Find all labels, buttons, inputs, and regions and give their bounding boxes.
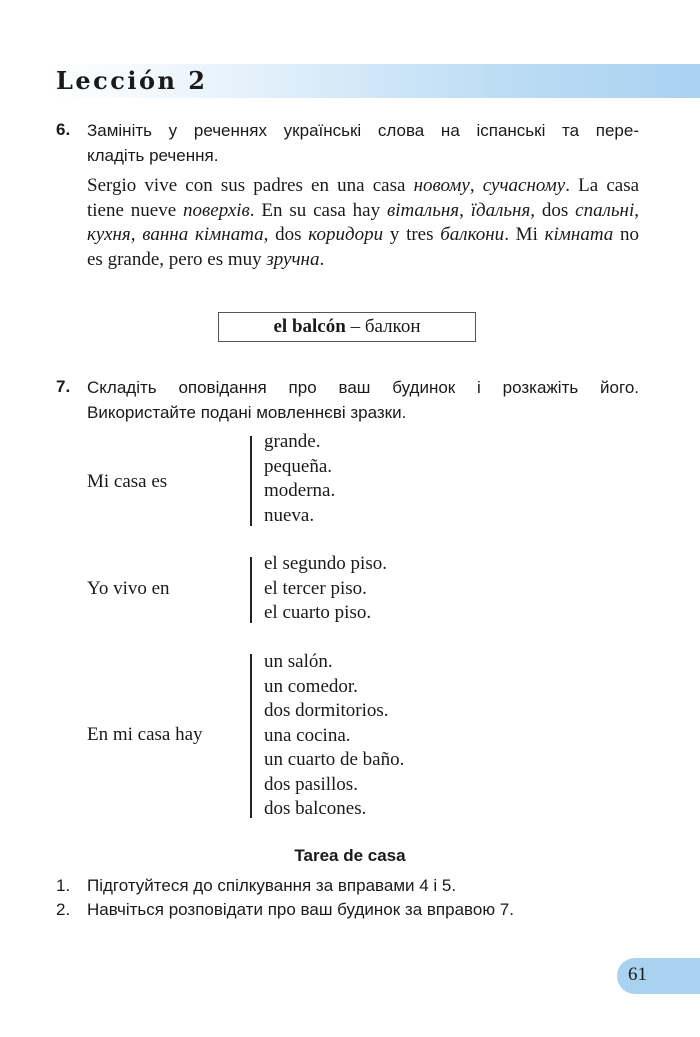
pattern-items — [264, 430, 335, 528]
para-text: dos — [535, 199, 576, 221]
pattern-item: dos dormitorios. — [264, 700, 389, 721]
exercise-6-paragraph — [87, 174, 639, 272]
pattern-item: grande. — [264, 431, 321, 452]
homework-title: Tarea de casa — [294, 846, 406, 865]
para-italic-word: ванна кімната — [142, 224, 264, 245]
exercise-6-instruction-line1: Замініть у реченнях українські слова на іспанські та пере- — [87, 121, 639, 140]
para-text: . Mi — [504, 224, 545, 245]
pattern-items — [264, 552, 387, 626]
homework-item-number: 1. — [56, 876, 71, 895]
para-italic-word: спальні — [575, 199, 635, 221]
pattern-item: el segundo piso. — [264, 553, 387, 574]
para-italic-word: поверхів — [183, 199, 250, 221]
exercise-6-instruction — [87, 118, 639, 168]
exercise-7-instruction-line1: Складіть оповідання про ваш будинок і розкажіть його. — [87, 378, 639, 397]
page-number: 61 — [628, 964, 647, 985]
homework-item-text: Підготуйтеся до спілкування за вправами 4 і 5. — [87, 876, 457, 895]
para-text: . La casa tiene nueve — [87, 175, 640, 221]
para-text: . En su casa hay — [249, 199, 387, 221]
exercise-6-instruction-line2: кладіть речення. — [87, 146, 219, 165]
para-italic-word: сучасному — [482, 175, 566, 196]
para-italic-word: кімната — [544, 224, 614, 245]
pattern-item: pequeña. — [264, 455, 333, 477]
homework-item — [56, 874, 514, 898]
homework-item — [56, 898, 514, 922]
pattern-item: dos pasillos. — [264, 773, 358, 795]
pattern-item: nueva. — [264, 504, 315, 526]
para-text: Sergio vive con sus padres en una casa — [87, 175, 414, 196]
homework-list — [56, 874, 514, 922]
pattern-item: dos balcones. — [264, 798, 367, 819]
para-text: , dos — [263, 224, 309, 245]
pattern-items — [264, 650, 404, 822]
vocab-translation: – балкон — [345, 316, 421, 337]
pattern-label: En mi casa hay — [87, 724, 203, 745]
para-text: , — [130, 224, 143, 245]
para-italic-word: балкони — [440, 224, 505, 245]
exercise-7-number: 7. — [56, 377, 71, 396]
para-text: , — [634, 199, 639, 221]
exercise-6-number: 6. — [56, 120, 71, 139]
exercise-7-instruction-line2: Використайте подані мовленнєві зразки. — [87, 403, 407, 422]
pattern-item: una cocina. — [264, 724, 351, 746]
para-italic-word: новому — [413, 175, 470, 196]
pattern-bracket-line — [250, 557, 252, 623]
pattern-bracket-line — [250, 436, 252, 526]
para-italic-word: кухня — [87, 224, 131, 245]
para-italic-word: коридори — [308, 224, 384, 245]
para-text: , — [469, 175, 483, 196]
pattern-bracket-line — [250, 654, 252, 818]
pattern-item: un comedor. — [264, 675, 358, 697]
pattern-item: moderna. — [264, 480, 336, 501]
pattern-label: Mi casa es — [87, 471, 168, 492]
vocab-box — [218, 312, 476, 342]
pattern-item: un cuarto de baño. — [264, 749, 405, 770]
para-text: . — [319, 248, 325, 270]
homework-item-text: Навчіться розповідати про ваш будинок за вправою 7. — [87, 900, 514, 919]
para-italic-word: вітальня, їдальня, — [386, 199, 536, 221]
pattern-item: un salón. — [264, 651, 333, 672]
para-text: no es grande, pero es muy — [87, 224, 640, 270]
homework-item-number: 2. — [56, 900, 71, 919]
para-text: y tres — [383, 224, 441, 245]
vocab-term: el balcón — [273, 316, 346, 337]
lesson-title: Lección 2 — [56, 66, 208, 95]
pattern-item: el tercer piso. — [264, 577, 367, 599]
pattern-label: Yo vivo en — [87, 578, 170, 599]
para-italic-word: зручна — [266, 248, 320, 270]
exercise-7-instruction — [87, 375, 639, 425]
pattern-item: el cuarto piso. — [264, 602, 372, 623]
